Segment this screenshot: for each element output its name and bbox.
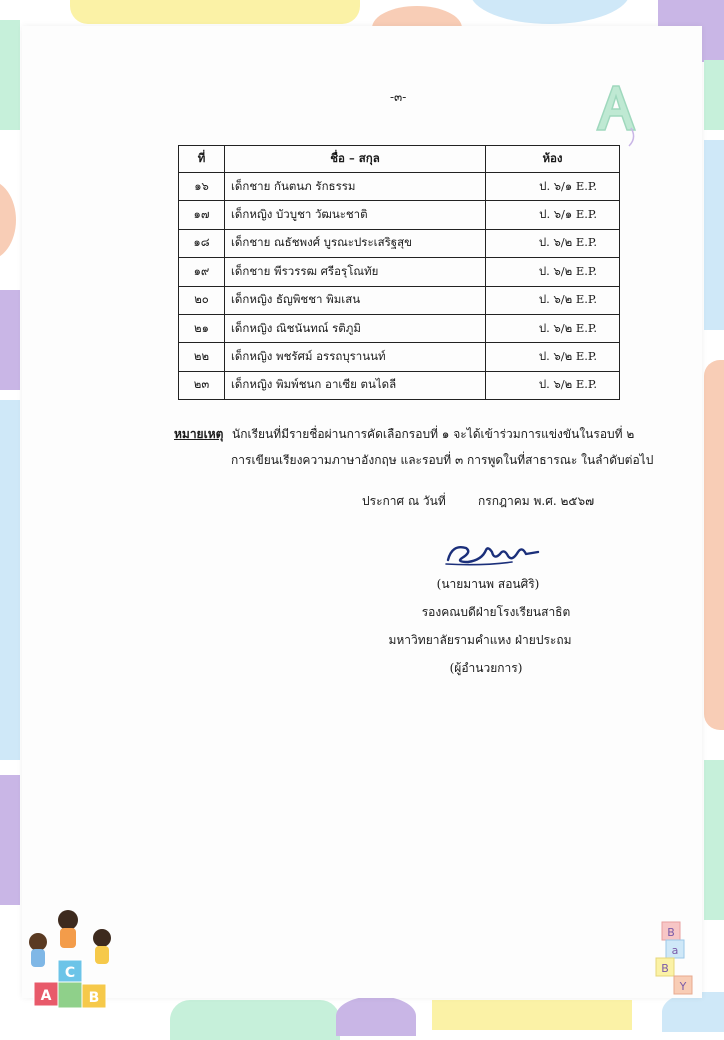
table-row: [179, 229, 620, 257]
svg-text:B: B: [88, 990, 100, 1006]
announcement-date: กรกฎาคม พ.ศ. ๒๕๖๗: [478, 494, 595, 508]
note-line-2: การเขียนเรียงความภาษาอังกฤษ และรอบที่ ๓ การพูดในที่สาธารณะ ในลำดับต่อไป: [231, 453, 654, 467]
cell-name: เด็กชาย ณธัชพงศ์ บูรณะประเสริฐสุข: [225, 229, 486, 257]
deco-right-green-2: [704, 760, 724, 920]
cell-room: ป. ๖/๑ E.P.: [486, 173, 620, 201]
deco-top-yellow: [70, 0, 360, 24]
signature-image: [442, 536, 542, 570]
page-number: -๓-: [390, 90, 407, 104]
deco-right-blue: [704, 140, 724, 330]
deco-bottom-purple: [336, 996, 416, 1036]
deco-left-purple-2: [0, 775, 20, 905]
deco-bottom-yellow: [432, 1000, 632, 1030]
kids-blocks-illustration: [24, 906, 124, 1014]
cell-room: ป. ๖/๒ E.P.: [486, 314, 620, 342]
cell-name: เด็กชาย กันตนภ รักธรรม: [225, 173, 486, 201]
signatory-title: รองคณบดีฝ่ายโรงเรียนสาธิต: [421, 605, 571, 619]
signatory-org: มหาวิทยาลัยรามคำแหง ฝ่ายประถม: [388, 633, 572, 647]
svg-text:a: a: [671, 944, 679, 957]
cell-name: เด็กหญิง พชรัศม์ อรรถบุรานนท์: [225, 343, 486, 371]
cell-room: ป. ๖/๒ E.P.: [486, 371, 620, 399]
cell-no: ๒๓: [179, 371, 225, 399]
balloon-letter-a-icon: [585, 78, 645, 148]
note-line-1: นักเรียนที่มีรายชื่อผ่านการคัดเลือกรอบที่ ๑ จะได้เข้าร่วมการแข่งขันในรอบที่ ๒: [232, 427, 635, 441]
table-header-row: [179, 146, 620, 173]
note-label: หมายเหตุ: [174, 427, 224, 441]
cell-room: ป. ๖/๒ E.P.: [486, 343, 620, 371]
svg-text:B: B: [661, 962, 669, 975]
cell-room: ป. ๖/๒ E.P.: [486, 258, 620, 286]
announcement-label: ประกาศ ณ วันที่: [362, 494, 446, 508]
header-no: ที่: [179, 146, 225, 173]
table-row: [179, 173, 620, 201]
cell-name: เด็กหญิง พิมพ์ชนก อาเซีย ตนไดลี: [225, 371, 486, 399]
cell-room: ป. ๖/๒ E.P.: [486, 229, 620, 257]
deco-left-blue: [0, 400, 20, 760]
cell-no: ๑๗: [179, 201, 225, 229]
table-row: [179, 286, 620, 314]
svg-text:C: C: [64, 965, 76, 981]
cell-name: เด็กหญิง บัวบูชา วัฒนะชาติ: [225, 201, 486, 229]
header-name: ชื่อ – สกุล: [225, 146, 486, 173]
deco-bottom-green: [170, 1000, 340, 1040]
deco-right-peach: [704, 360, 724, 730]
svg-text:B: B: [667, 926, 675, 939]
cell-no: ๑๙: [179, 258, 225, 286]
deco-top-blue: [470, 0, 630, 24]
cell-room: ป. ๖/๑ E.P.: [486, 201, 620, 229]
cell-no: ๑๘: [179, 229, 225, 257]
table-row: [179, 201, 620, 229]
cell-no: ๒๑: [179, 314, 225, 342]
student-table: [178, 145, 620, 400]
table-row: [179, 343, 620, 371]
table-row: [179, 371, 620, 399]
cell-no: ๒๐: [179, 286, 225, 314]
cell-name: เด็กหญิง ณิชนันทณ์ รติภูมิ: [225, 314, 486, 342]
cell-room: ป. ๖/๒ E.P.: [486, 286, 620, 314]
deco-right-green: [704, 60, 724, 130]
cell-no: ๒๒: [179, 343, 225, 371]
header-room: ห้อง: [486, 146, 620, 173]
signatory-name: (นายมานพ สอนศิริ): [436, 577, 540, 591]
deco-left-purple: [0, 290, 20, 390]
svg-text:Y: Y: [679, 980, 687, 993]
deco-left-green: [0, 20, 20, 130]
svg-text:A: A: [40, 988, 52, 1004]
cell-no: ๑๖: [179, 173, 225, 201]
cell-name: เด็กหญิง ธัญพิชชา พิมเสน: [225, 286, 486, 314]
signatory-role: (ผู้อำนวยการ): [449, 661, 523, 675]
table-row: [179, 314, 620, 342]
baby-blocks-illustration: [650, 920, 700, 1000]
cell-name: เด็กชาย พีรวรรฒ ศรีอรุโณทัย: [225, 258, 486, 286]
deco-left-peach: [0, 180, 16, 260]
table-row: [179, 258, 620, 286]
